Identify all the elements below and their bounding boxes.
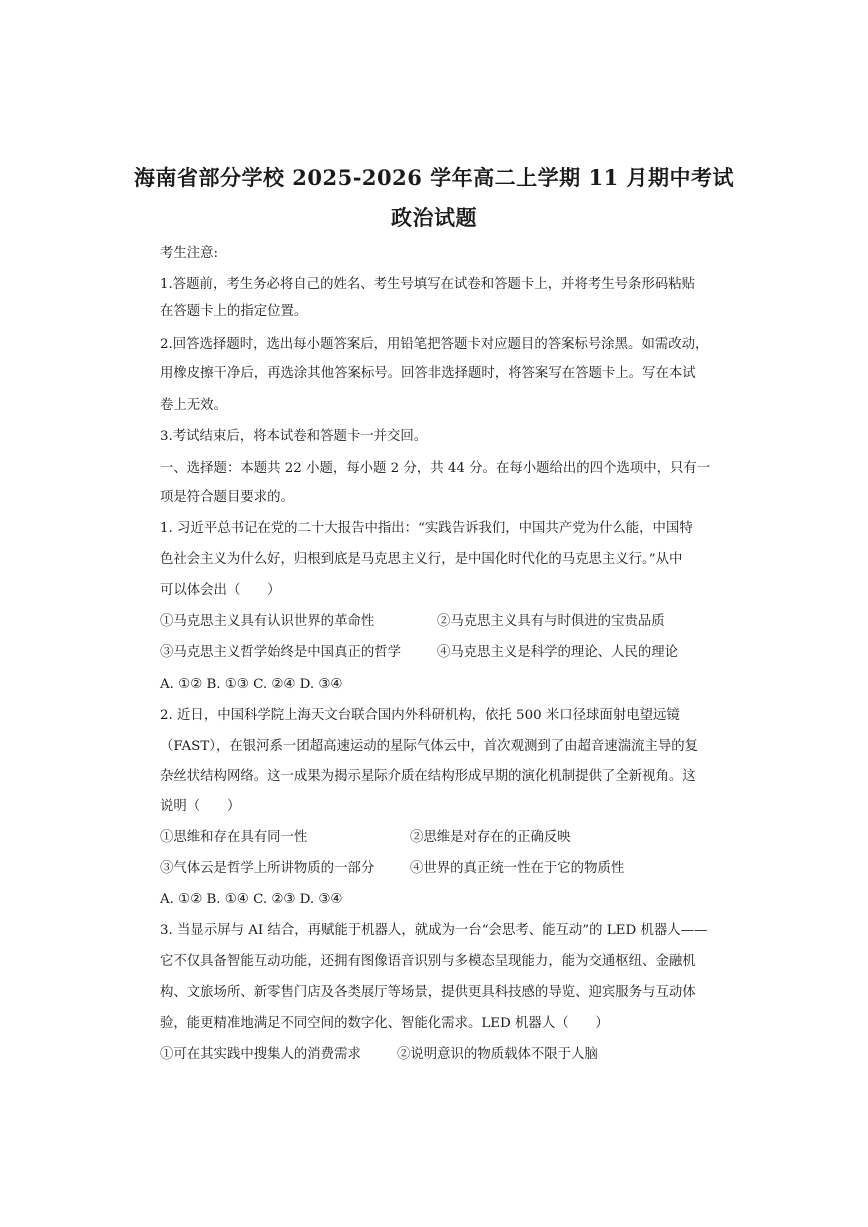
- question-1-stem-end: 可以体会出（ ）: [160, 583, 281, 598]
- question-2-option-3: ③气体云是哲学上所讲物质的一部分: [160, 861, 375, 876]
- question-2-option-1: ①思维和存在具有同一性: [160, 830, 308, 845]
- question-2-stem: 2. 近日，中国科学院上海天文台联合国内外科研机构，依托 500 米口径球面射电望远镜: [160, 708, 680, 723]
- notice-item-2: 2.回答选择题时，选出每小题答案后，用铅笔把答题卡对应题目的答案标号涂黑。如需改动，: [160, 337, 709, 352]
- notice-item-1-cont: 在答题卡上的指定位置。: [160, 304, 308, 319]
- question-2-stem-cont2: 杂丝状结构网络。这一成果为揭示星际介质在结构形成早期的演化机制提供了全新视角。这: [160, 769, 696, 784]
- question-3-stem-end: 验，能更精准地满足不同空间的数字化、智能化需求。LED 机器人（ ）: [160, 1016, 609, 1031]
- question-3-option-2: ②说明意识的物质载体不限于人脑: [397, 1047, 598, 1062]
- question-1-option-2: ②马克思主义具有与时俱进的宝贵品质: [437, 614, 665, 629]
- notice-item-2-cont: 用橡皮擦干净后，再选涂其他答案标号。回答非选择题时，将答案写在答题卡上。写在本试: [160, 366, 696, 381]
- question-2-option-4: ④世界的真正统一性在于它的物质性: [410, 861, 625, 876]
- section-intro-cont: 项是符合题目要求的。: [160, 490, 294, 505]
- question-2-option-2: ②思维是对存在的正确反映: [410, 830, 571, 845]
- question-1-stem: 1. 习近平总书记在党的二十大报告中指出：“实践告诉我们，中国共产党为什么能，中国特: [160, 521, 693, 536]
- notice-item-3: 3.考试结束后，将本试卷和答题卡一并交回。: [160, 429, 428, 444]
- section-intro: 一、选择题：本题共 22 小题，每小题 2 分，共 44 分。在每小题给出的四个选项中，只有一: [160, 461, 711, 476]
- notice-item-2-cont2: 卷上无效。: [160, 398, 227, 413]
- question-2-stem-cont: （FAST），在银河系一团超高速运动的星际气体云中，首次观测到了由超音速湍流主导的复: [160, 739, 699, 754]
- exam-subtitle: 政治试题: [391, 205, 477, 230]
- question-1-option-1: ①马克思主义具有认识世界的革命性: [160, 614, 375, 629]
- question-3-stem-cont: 它不仅具备智能互动功能，还拥有图像语音识别与多模态呈现能力，能为交通枢纽、金融机: [160, 954, 696, 969]
- question-1-stem-cont: 色社会主义为什么好，归根到底是马克思主义行，是中国化时代化的马克思主义行。”从中: [160, 552, 683, 567]
- question-3-option-1: ①可在其实践中搜集人的消费需求: [160, 1047, 361, 1062]
- exam-title: 海南省部分学校 2025-2026 学年高二上学期 11 月期中考试: [133, 165, 735, 190]
- notice-heading: 考生注意:: [160, 246, 219, 261]
- question-2-choices: A. ①② B. ①④ C. ②③ D. ③④: [160, 892, 343, 907]
- question-2-stem-end: 说明（ ）: [160, 799, 241, 814]
- question-3-stem-cont2: 构、文旅场所、新零售门店及各类展厅等场景，提供更具科技感的导览、迎宾服务与互动体: [160, 985, 696, 1000]
- question-3-stem: 3. 当显示屏与 AI 结合，再赋能于机器人，就成为一台“会思考、能互动”的 LED 机器人——: [160, 923, 708, 938]
- question-1-option-3: ③马克思主义哲学始终是中国真正的哲学: [160, 645, 402, 660]
- notice-item-1: 1.答题前，考生务必将自己的姓名、考生号填写在试卷和答题卡上，并将考生号条形码粘贴: [160, 277, 696, 292]
- question-1-choices: A. ①② B. ①③ C. ②④ D. ③④: [160, 677, 343, 692]
- question-1-option-4: ④马克思主义是科学的理论、人民的理论: [437, 645, 679, 660]
